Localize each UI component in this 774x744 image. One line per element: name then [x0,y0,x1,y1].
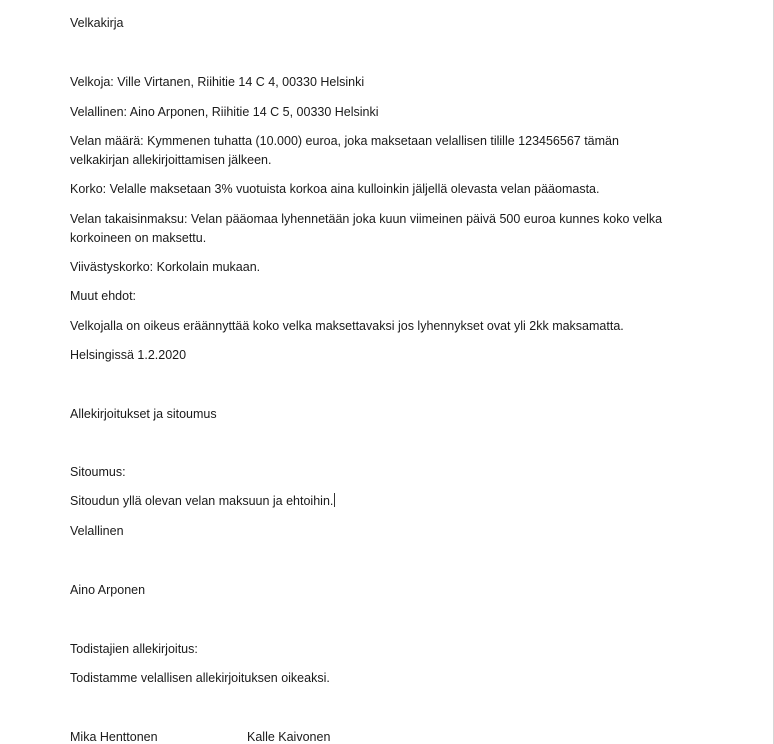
commitment-text: Sitoudun yllä olevan velan maksuun ja ehtoihin. [70,494,334,508]
text-cursor [334,493,335,507]
commitment-line[interactable] [70,492,335,511]
witnesses-heading: Todistajien allekirjoitus: [70,642,198,656]
creditor-line: Velkoja: Ville Virtanen, Riihitie 14 C 4, 00330 Helsinki [70,75,365,89]
document-title: Velkakirja [70,16,124,30]
repayment-line-1: Velan takaisinmaksu: Velan pääomaa lyhennetään joka kuun viimeinen päivä 500 euroa kunnes koko velka [70,212,663,226]
amount-line-1: Velan määrä: Kymmenen tuhatta (10.000) euroa, joka maksetaan velallisen tilille 123456567 tämän [70,134,619,148]
debtor-name: Aino Arponen [70,583,146,597]
other-terms-heading: Muut ehdot: [70,289,137,303]
debtor-line: Velallinen: Aino Arponen, Riihitie 14 C 5, 00330 Helsinki [70,105,379,119]
repayment-line-2: korkoineen on maksettu. [70,231,207,245]
debtor-label: Velallinen [70,524,124,538]
late-interest-line: Viivästyskorko: Korkolain mukaan. [70,260,261,274]
place-date-line: Helsingissä 1.2.2020 [70,348,187,362]
amount-line-2: velkakirjan allekirjoittamisen jälkeen. [70,153,272,167]
witness-statement: Todistamme velallisen allekirjoituksen oikeaksi. [70,671,330,685]
other-terms-line: Velkojalla on oikeus eräännyttää koko velka maksettavaksi jos lyhennykset ovat yli 2kk maksamatta. [70,319,624,333]
commitment-heading: Sitoumus: [70,465,126,479]
witness-name-2: Kalle Kaivonen [247,730,331,744]
signatures-heading: Allekirjoitukset ja sitoumus [70,407,217,421]
interest-line: Korko: Velalle maksetaan 3% vuotuista korkoa aina kulloinkin jäljellä olevasta velan pääomasta. [70,182,600,196]
witness-name-1: Mika Henttonen [70,730,158,744]
